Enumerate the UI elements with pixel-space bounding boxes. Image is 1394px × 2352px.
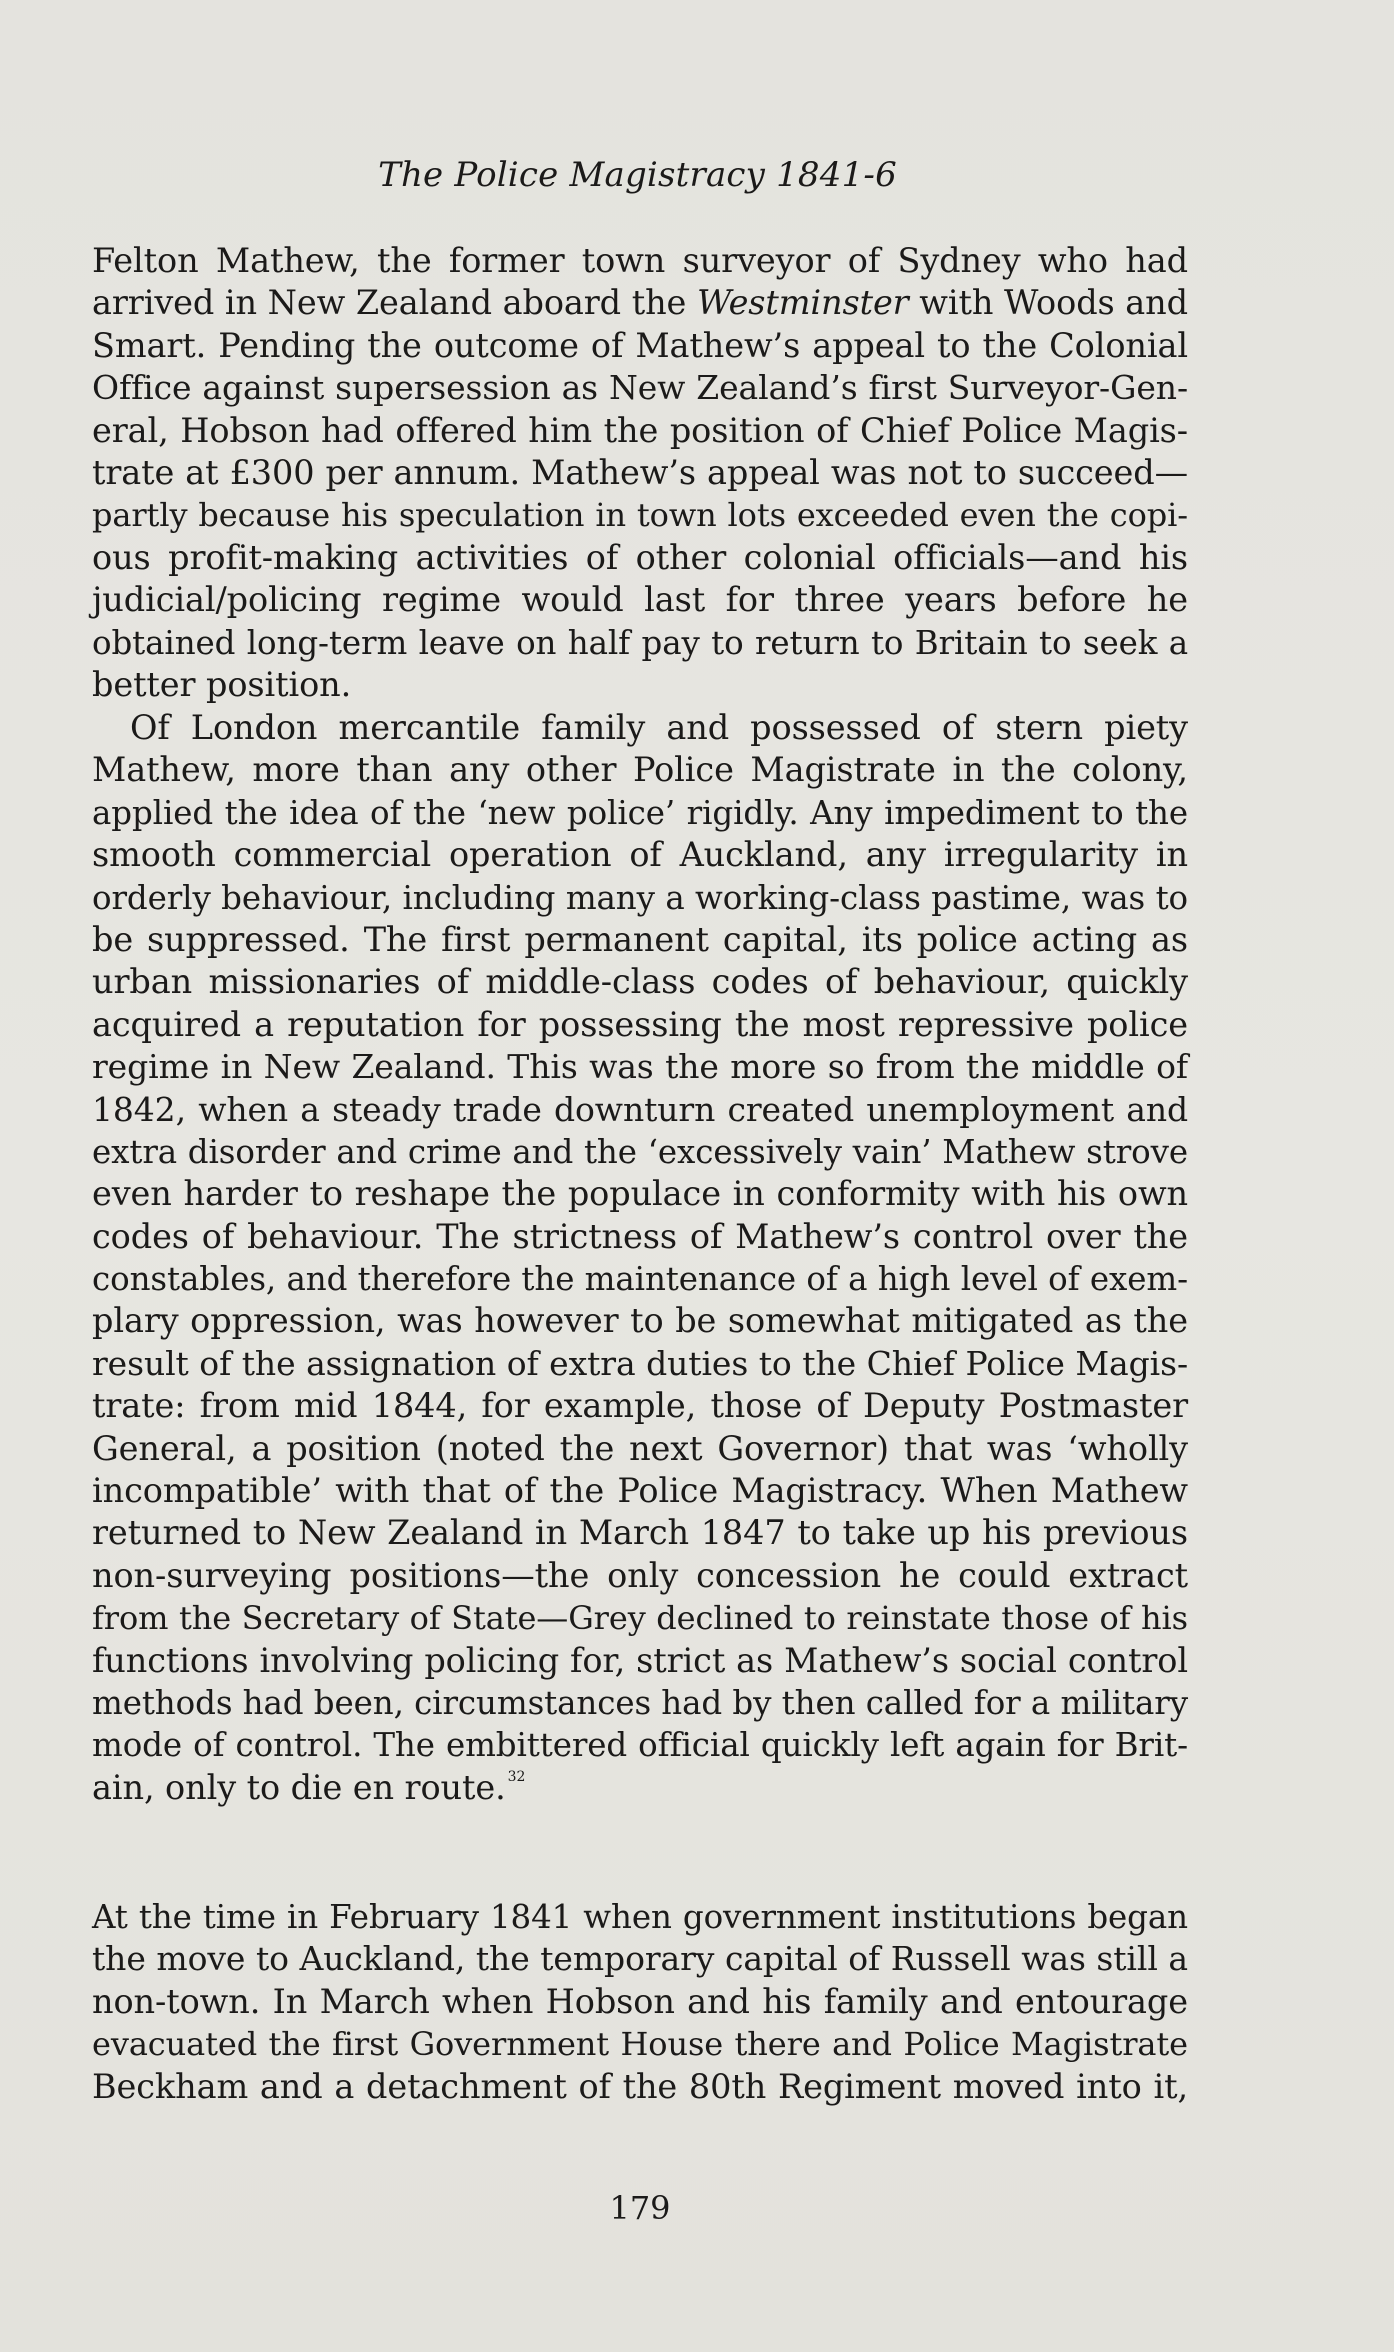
text-line: from the Secretary of State—Grey declined to reinstate those of his [92, 1599, 1188, 1638]
text-line: smooth commercial operation of Auckland, any irregularity in [92, 835, 1188, 875]
text-line: result of the assignation of extra duties to the Chief Police Magis- [92, 1343, 1188, 1383]
text-line: non-town. In March when Hobson and his family and entourage [92, 1981, 1188, 2021]
paragraph-1 [92, 240, 1188, 706]
text-line: incompatible’ with that of the Police Magistracy. When Mathew [92, 1471, 1188, 1511]
text-line: returned to New Zealand in March 1847 to take up his previous [92, 1513, 1188, 1553]
text-line: non-surveying positions—the only concession he could extract [92, 1555, 1188, 1595]
text-line: eral, Hobson had offered him the position of Chief Police Magis- [92, 410, 1188, 450]
text-line: trate: from mid 1844, for example, those of Deputy Postmaster [92, 1386, 1188, 1426]
text-line: ain, only to die en route. $^{32}$ [92, 1767, 526, 1807]
text-line: Beckham and a detachment of the 80th Regiment moved into it, [92, 2066, 1188, 2106]
text-line: Felton Mathew, the former town surveyor of Sydney who had [92, 241, 1188, 280]
text-line: extra disorder and crime and the ‘excessively vain’ Mathew strove [92, 1132, 1188, 1171]
text-line: plary oppression, was however to be somewhat mitigated as the [92, 1301, 1188, 1341]
text-line: urban missionaries of middle-class codes of behaviour, quickly [92, 962, 1188, 1002]
page-number: 179 [609, 2189, 671, 2227]
text-line: regime in New Zealand. This was the more so from the middle of [92, 1047, 1188, 1087]
text-line: Office against supersession as New Zealand’s first Surveyor-Gen- [92, 368, 1188, 408]
text-line: methods had been, circumstances had by then called for a military [92, 1683, 1188, 1722]
text-line: Smart. Pending the outcome of Mathew’s appeal to the Colonial [92, 325, 1188, 365]
text-line: better position. [92, 664, 352, 704]
text-line: acquired a reputation for possessing the most repressive police [92, 1004, 1188, 1044]
text-line: mode of control. The embittered official quickly left again for Brit- [92, 1726, 1188, 1765]
text-line: functions involving policing for, strict as Mathew’s social control [92, 1640, 1188, 1680]
footnote-reference[interactable]: 32 [507, 1768, 526, 1785]
text-line: partly because his speculation in town lots exceeded even the copi- [92, 496, 1188, 535]
text-line: Mathew, more than any other Police Magistrate in the colony, [92, 750, 1188, 790]
text-line: obtained long-term leave on half pay to return to Britain to seek a [92, 623, 1188, 662]
text-line: trate at £300 per annum. Mathew’s appeal was not to succeed— [92, 452, 1188, 492]
text-line: be suppressed. The first permanent capital, its police acting as [92, 919, 1188, 959]
text-line: evacuated the first Government House there and Police Magistrate [92, 2025, 1188, 2064]
running-head: The Police Magistracy 1841-6 [378, 155, 897, 195]
text-line: applied the idea of the ‘new police’ rigidly. Any impediment to the [92, 793, 1188, 832]
ship-name: Westminster [696, 283, 909, 323]
paragraph-3 [92, 1896, 1188, 2108]
text-line: judicial/policing regime would last for three years before he [92, 580, 1188, 620]
text-line: constables, and therefore the maintenance of a high level of exem- [92, 1260, 1188, 1299]
text-line: arrived in New Zealand aboard the Westminster with Woods and [92, 283, 1189, 323]
text-line: codes of behaviour. The strictness of Mathew’s control over the [92, 1216, 1188, 1256]
text-line: ous profit-making activities of other colonial officials—and his [92, 537, 1188, 577]
text-line: 1842, when a steady trade downturn created unemployment and [92, 1089, 1188, 1129]
text-line: orderly behaviour, including many a working-class pastime, was to [92, 878, 1188, 917]
text-line: At the time in February 1841 when government institutions began [92, 1898, 1188, 1936]
text-line: Of London mercantile family and possessed of stern piety [130, 708, 1188, 747]
text-line: even harder to reshape the populace in conformity with his own [92, 1174, 1188, 1214]
text-line: the move to Auckland, the temporary capital of Russell was still a [92, 1939, 1188, 1979]
paragraph-2 [92, 707, 1188, 1809]
text-line: General, a position (noted the next Governor) that was ‘wholly [92, 1428, 1188, 1468]
